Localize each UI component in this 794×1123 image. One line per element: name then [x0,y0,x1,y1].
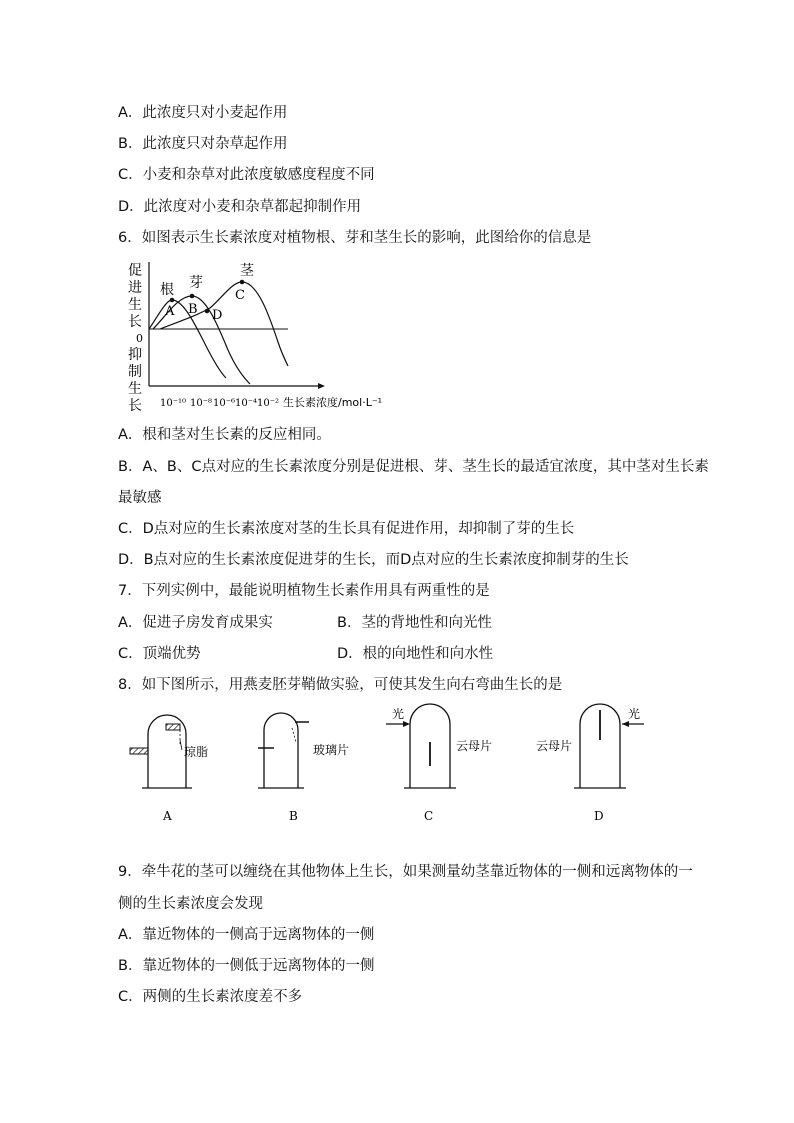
agar-label: 琼脂 [184,745,209,759]
glass-label: 玻璃片 [313,743,350,757]
point-a [170,298,175,303]
root-label: 根 [160,282,174,298]
x-axis-title: 生长素浓度/mol·L⁻¹ [283,396,383,409]
figure-c [386,704,492,788]
x-tick: 10⁻¹⁰ [160,398,187,409]
q7-option-c: C．顶端优势 [118,646,201,662]
point-a-label: A [165,304,175,319]
q6-option-b-line1: B．A、B、C点对应的生长素浓度分别是促进根、芽、茎生长的最适宜浓度，其中茎对生长素 [118,459,709,475]
figure-a [130,715,208,788]
x-tick: 10⁻⁸ [190,398,213,409]
q9-stem-line2: 侧的生长素浓度会发现 [118,896,263,912]
y-label-inhibit-3: 生 [128,381,142,397]
q7-option-d: D．根的向地性和向水性 [337,646,494,662]
point-d [205,309,210,314]
mica-label-c: 云母片 [456,739,493,753]
figure-b [258,713,349,788]
y-label-inhibit-1: 抑 [128,347,142,363]
caption-a: A [163,809,172,823]
q6-option-d: D．B点对应的生长素浓度促进芽的生长，而D点对应的生长素浓度抑制芽的生长 [118,552,629,568]
stem-curve [160,282,288,366]
q5-option-c: C．小麦和杂草对此浓度敏感度程度不同 [118,167,375,183]
q9-option-a: A．靠近物体的一侧高于远离物体的一侧 [118,927,375,943]
x-tick: 10⁻² [257,398,280,409]
q6-option-a: A．根和茎对生长素的反应相同。 [118,427,331,443]
q5-option-d: D．此浓度对小麦和杂草都起抑制作用 [118,199,362,215]
point-d-label: D [212,308,223,323]
q6-option-b-line2: 最敏感 [118,490,162,506]
q5-option-b: B．此浓度只对杂草起作用 [118,136,288,152]
q9-option-c: C．两侧的生长素浓度差不多 [118,989,303,1005]
q7-option-b: B．茎的背地性和向光性 [337,615,492,631]
stem-label: 茎 [240,263,254,279]
figure-d [536,704,644,788]
y-label-inhibit-2: 制 [128,364,142,380]
q5-option-a: A．此浓度只对小麦起作用 [118,105,288,121]
q8-stem: 8．如下图所示，用燕麦胚芽鞘做实验，可使其发生向右弯曲生长的是 [118,677,563,693]
caption-b: B [289,809,298,823]
q6-stem: 6．如图表示生长素浓度对植物根、芽和茎生长的影响，此图给你的信息是 [118,230,592,246]
caption-c: C [424,809,434,823]
q7-stem: 7．下列实例中，最能说明植物生长素作用具有两重性的是 [118,583,490,599]
point-c-label: C [235,288,245,303]
caption-d: D [594,809,604,823]
y-zero-label: 0 [136,332,143,345]
y-label-promote-3: 生 [128,297,142,313]
point-c [240,280,245,285]
q9-stem-line1: 9．牵牛花的茎可以缠绕在其他物体上生长，如果测量幼茎靠近物体的一侧和远离物体的一 [118,864,693,880]
auxin-concentration-graph [118,258,418,418]
q9-option-b: B．靠近物体的一侧低于远离物体的一侧 [118,958,375,974]
q7-option-a: A．促进子房发育成果实 [118,615,273,631]
light-label-d: 光 [628,707,641,721]
q6-option-c: C．D点对应的生长素浓度对茎的生长具有促进作用，却抑制了芽的生长 [118,521,575,537]
light-label-c: 光 [392,707,405,721]
y-label-promote-4: 长 [128,314,142,330]
y-label-inhibit-4: 长 [128,398,142,414]
point-b-label: B [188,302,198,317]
mica-label-d: 云母片 [536,739,573,753]
coleoptile-experiment-figure [118,700,678,830]
x-axis-arrow [318,383,325,389]
x-tick: 10⁻⁶ [213,398,236,409]
point-b [190,294,195,299]
x-tick: 10⁻⁴ [235,398,258,409]
y-label-promote-1: 促 [128,263,142,279]
bud-label: 芽 [189,275,203,291]
y-label-promote-2: 进 [128,280,142,296]
